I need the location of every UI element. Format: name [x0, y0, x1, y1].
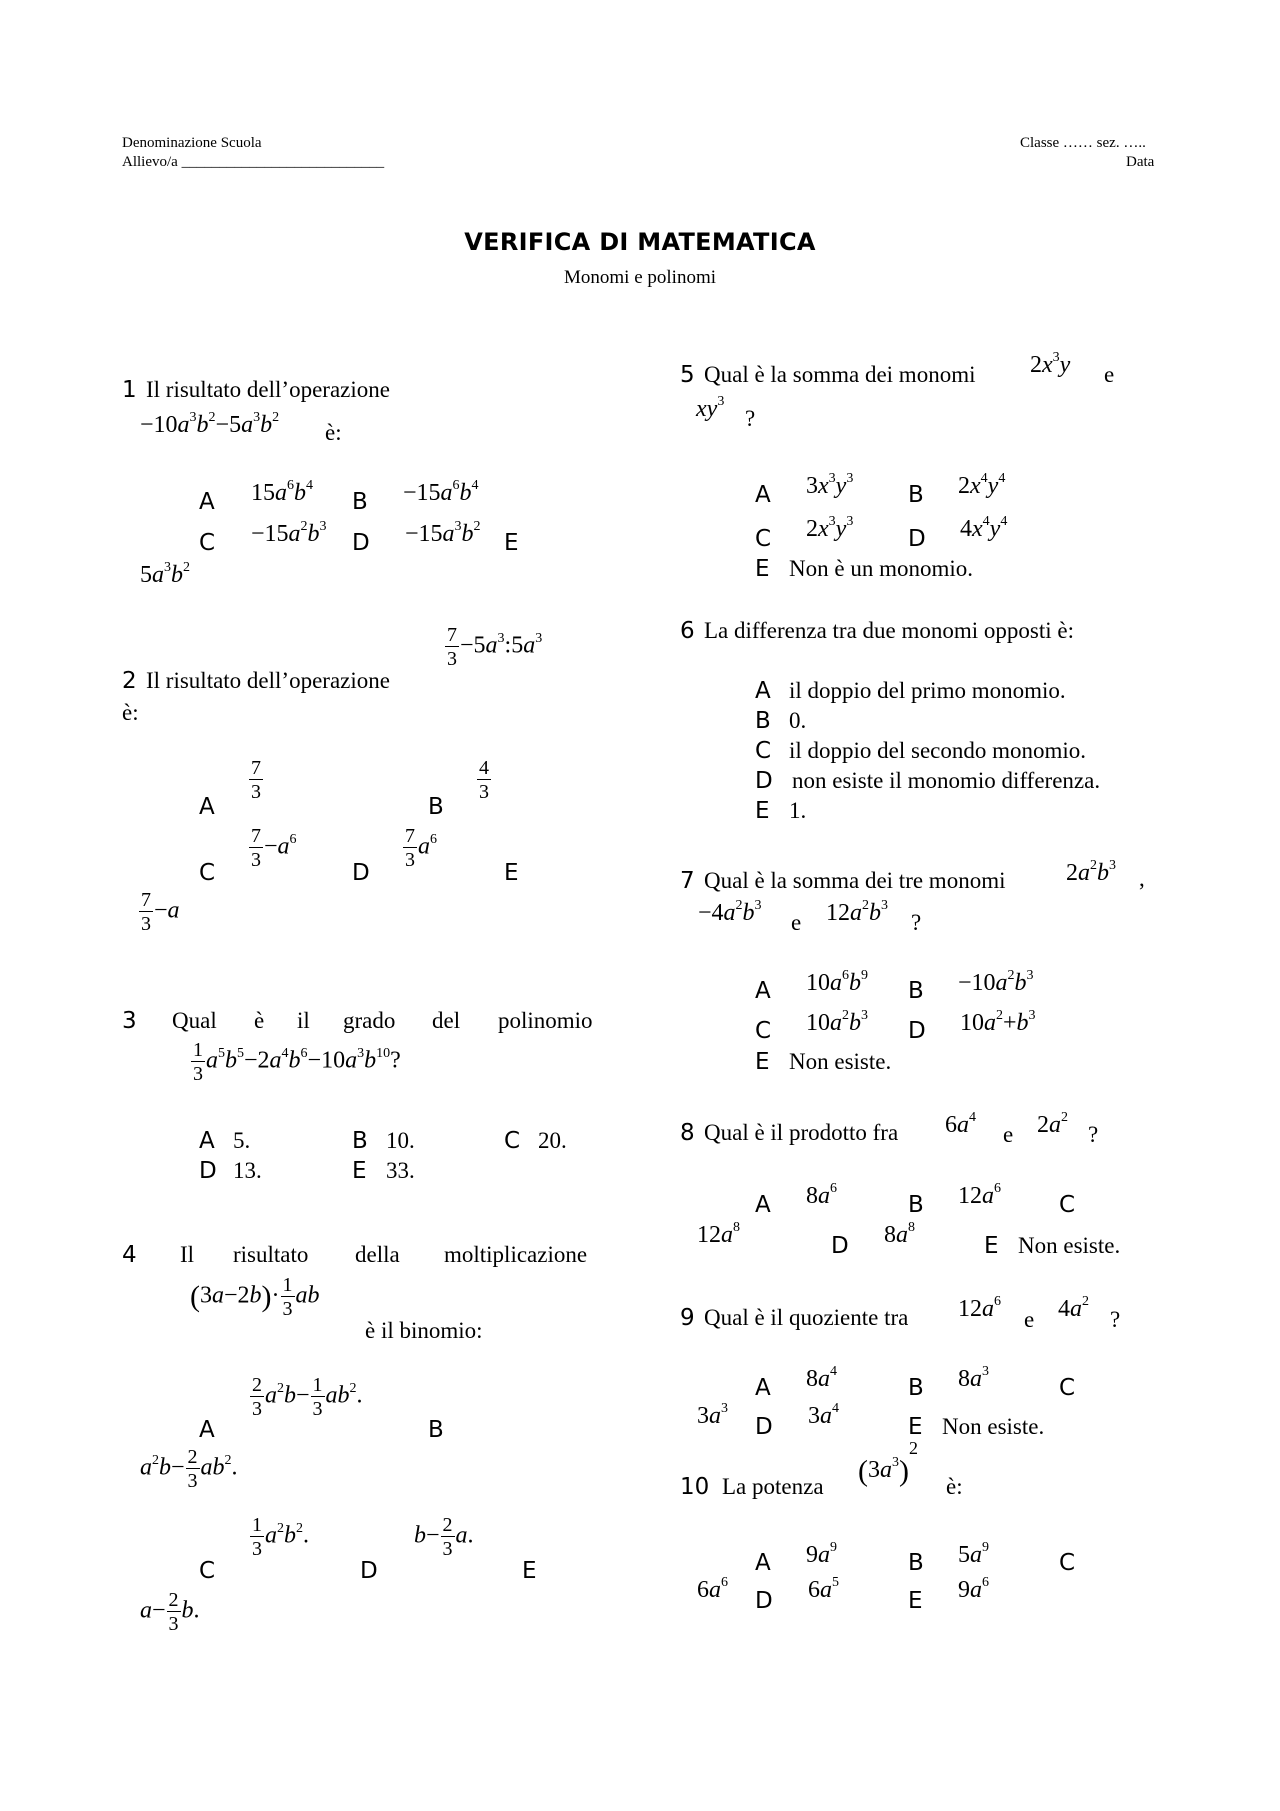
option-d-value: $10a^2+b^3$	[960, 1008, 1036, 1036]
question-text: Qual è il prodotto fra	[704, 1120, 899, 1145]
class-field: Classe …… sez. …..	[1020, 135, 1146, 151]
option-c-value: $10a^2b^3$	[806, 1008, 868, 1036]
monomial: $12a^6$	[958, 1294, 1001, 1322]
question-number: 9	[680, 1305, 695, 1331]
option-b-value: $2x^4y^4$	[958, 471, 1006, 499]
question-word: è	[254, 1008, 265, 1033]
question-suffix: è:	[122, 700, 139, 725]
option-d-value: non esiste il monomio differenza.	[792, 768, 1101, 793]
option-e-value: $9a^6$	[958, 1575, 989, 1603]
option-a-label[interactable]: A	[755, 678, 771, 704]
option-e-value: Non esiste.	[942, 1414, 1045, 1439]
question-word: grado	[343, 1008, 396, 1033]
option-b-label[interactable]: B	[428, 1417, 444, 1443]
monomial: $12a^2b^3$	[826, 898, 888, 926]
option-a-label[interactable]: A	[199, 1417, 215, 1443]
option-a-value: $9a^9$	[806, 1540, 837, 1568]
question-number: 1	[122, 377, 137, 403]
option-d-value: 13.	[233, 1158, 262, 1183]
option-b-value: 0.	[789, 708, 807, 733]
option-b-label[interactable]: B	[908, 1375, 924, 1401]
question-text: Qual è la somma dei monomi	[704, 362, 976, 387]
conjunction: e	[1003, 1122, 1014, 1147]
monomial: $2a^2b^3$	[1066, 858, 1116, 886]
option-a-value: il doppio del primo monomio.	[789, 678, 1066, 703]
option-a-value: 5.	[233, 1128, 251, 1153]
question-word: del	[432, 1008, 461, 1033]
question-number: 3	[122, 1008, 137, 1034]
option-c-label[interactable]: C	[199, 860, 216, 886]
question-word: Qual	[172, 1008, 217, 1033]
option-d-value: $8a^8$	[884, 1220, 915, 1248]
option-c-label[interactable]: C	[199, 1558, 216, 1584]
option-e-label[interactable]: E	[352, 1158, 367, 1184]
option-d-value: $6a^5$	[808, 1575, 839, 1603]
option-c-value: 20.	[538, 1128, 567, 1153]
option-d-value: $\frac{7}{3}$ $a^6$	[405, 825, 437, 871]
school-name: Denominazione Scuola	[122, 135, 262, 151]
option-e-value: 1.	[789, 798, 807, 823]
option-e-label[interactable]: E	[504, 530, 519, 556]
question-word: polinomio	[498, 1008, 593, 1033]
option-e-value: $5a^3b^2$	[140, 560, 190, 588]
page-subtitle: Monomi e polinomi	[564, 267, 716, 288]
option-a-label[interactable]: A	[199, 1128, 215, 1154]
option-d-value: $-15a^3b^2$	[405, 519, 481, 547]
option-e-label[interactable]: E	[755, 556, 770, 582]
question-number: 7	[680, 868, 695, 894]
question-word: risultato	[233, 1242, 309, 1267]
option-a-value: $10a^6b^9$	[806, 968, 868, 996]
power: $(3a^3)^2$	[858, 1438, 918, 1488]
option-c-value: $\frac{1}{3}$ $a^2b^2$.	[252, 1514, 309, 1560]
option-e-label[interactable]: E	[908, 1588, 923, 1614]
option-b-label[interactable]: B	[428, 794, 444, 820]
conjunction: e	[791, 910, 802, 935]
option-b-label[interactable]: B	[352, 489, 368, 515]
option-e-label[interactable]: E	[522, 1558, 537, 1584]
question-text: Il risultato dell’operazione	[146, 377, 390, 402]
question-word: della	[355, 1242, 400, 1267]
option-c-label[interactable]: C	[1059, 1375, 1076, 1401]
question-mark: ?	[911, 910, 922, 935]
option-e-label[interactable]: E	[755, 1049, 770, 1075]
option-a-label[interactable]: A	[755, 1375, 771, 1401]
question-suffix: è il binomio:	[365, 1318, 483, 1343]
option-b-label[interactable]: B	[908, 1192, 924, 1218]
formula: $-10a^3b^2-5a^3b^2$	[140, 410, 280, 438]
formula: $\frac{1}{3}$ $a^5b^5-2a^4b^6-10a^3b^{10}$?	[193, 1039, 401, 1085]
comma: ,	[1139, 866, 1145, 891]
question-text: La potenza	[722, 1474, 824, 1499]
option-e-label[interactable]: E	[908, 1414, 923, 1440]
option-a-label[interactable]: A	[755, 978, 771, 1004]
question-suffix: è:	[325, 420, 342, 445]
question-number: 8	[680, 1120, 695, 1146]
option-d-label[interactable]: D	[199, 1158, 217, 1184]
option-c-value: $12a^8$	[697, 1220, 740, 1248]
question-word: moltiplicazione	[444, 1242, 588, 1267]
option-b-label[interactable]: B	[352, 1128, 368, 1154]
option-c-label[interactable]: C	[755, 738, 772, 764]
option-a-label[interactable]: A	[755, 1192, 771, 1218]
option-e-value: $\frac{7}{3}$ −a	[141, 889, 180, 935]
monomial: $6a^4$	[945, 1110, 976, 1138]
option-b-value: $a^2b-$ $\frac{2}{3}$ $ab^2$.	[140, 1446, 238, 1492]
option-d-label[interactable]: D	[908, 1018, 926, 1044]
option-e-label[interactable]: E	[984, 1233, 999, 1259]
question-word: Il	[180, 1242, 195, 1267]
question-number: 5	[680, 362, 695, 388]
option-a-value: $15a^6b^4$	[251, 478, 313, 506]
question-text: La differenza tra due monomi opposti è:	[704, 618, 1075, 643]
option-c-value: $6a^6$	[697, 1575, 728, 1603]
question-text: Qual è il quoziente tra	[704, 1305, 909, 1330]
option-e-value: 33.	[386, 1158, 415, 1183]
option-a-value: $8a^4$	[806, 1364, 837, 1392]
option-c-label[interactable]: C	[755, 1018, 772, 1044]
question-number: 2	[122, 668, 137, 694]
formula: (3a−2b)· $\frac{1}{3}$ ab	[190, 1274, 320, 1320]
option-c-label[interactable]: C	[199, 530, 216, 556]
option-d-value: $4x^4y^4$	[960, 514, 1008, 542]
option-e-label[interactable]: E	[504, 860, 519, 886]
option-a-label[interactable]: A	[199, 794, 215, 820]
option-c-value: $\frac{7}{3}$ $-a^6$	[251, 825, 297, 871]
option-d-label[interactable]: D	[352, 530, 370, 556]
option-a-value: $8a^6$	[806, 1181, 837, 1209]
question-suffix: è:	[946, 1474, 963, 1499]
option-c-value: $-15a^2b^3$	[251, 519, 327, 547]
option-b-value: $-15a^6b^4$	[403, 478, 479, 506]
option-a-label[interactable]: A	[755, 482, 771, 508]
option-d-value: $3a^4$	[808, 1401, 839, 1429]
option-d-label[interactable]: D	[755, 1588, 773, 1614]
option-b-value: $8a^3$	[958, 1364, 989, 1392]
option-d-label[interactable]: D	[755, 768, 773, 794]
option-e-value: Non esiste.	[789, 1049, 892, 1074]
option-e-value: a− $\frac{2}{3}$ b.	[140, 1589, 200, 1635]
option-d-label[interactable]: D	[360, 1558, 378, 1584]
question-number: 6	[680, 618, 695, 644]
option-c-value: $2x^3y^3$	[806, 514, 854, 542]
question-number: 4	[122, 1242, 137, 1268]
student-field: Allievo/a ___________________________	[122, 154, 385, 170]
question-mark: ?	[745, 406, 756, 431]
monomial: $xy^3$	[696, 394, 725, 422]
option-b-label[interactable]: B	[755, 708, 771, 734]
option-d-label[interactable]: D	[831, 1233, 849, 1259]
option-c-value: il doppio del secondo monomio.	[789, 738, 1087, 763]
monomial: $-4a^2b^3$	[698, 898, 762, 926]
option-d-value: b− $\frac{2}{3}$ a.	[414, 1514, 474, 1560]
question-text: Qual è la somma dei tre monomi	[704, 868, 1006, 893]
option-e-value: Non esiste.	[1018, 1233, 1121, 1258]
option-c-label[interactable]: C	[1059, 1192, 1076, 1218]
monomial: $2x^3y$	[1030, 350, 1071, 378]
option-b-value: $12a^6$	[958, 1181, 1001, 1209]
option-d-label[interactable]: D	[908, 526, 926, 552]
option-a-label[interactable]: A	[755, 1550, 771, 1576]
date-field: Data	[1126, 154, 1155, 170]
option-a-value: $\frac{7}{3}$	[251, 757, 261, 803]
option-c-label[interactable]: C	[1059, 1550, 1076, 1576]
monomial: $4a^2$	[1058, 1294, 1089, 1322]
option-b-label[interactable]: B	[908, 482, 924, 508]
option-a-label[interactable]: A	[199, 489, 215, 515]
option-c-label[interactable]: C	[504, 1128, 521, 1154]
option-b-label[interactable]: B	[908, 1550, 924, 1576]
option-b-value: $5a^9$	[958, 1540, 989, 1568]
question-text: Il risultato dell’operazione	[146, 668, 390, 693]
option-b-value: 10.	[386, 1128, 415, 1153]
option-d-label[interactable]: D	[755, 1414, 773, 1440]
option-b-value: $-10a^2b^3$	[958, 968, 1034, 996]
option-a-value: $\frac{2}{3}$ $a^2b-$ $\frac{1}{3}$ $ab^2$.	[252, 1374, 363, 1420]
conjunction: e	[1024, 1307, 1035, 1332]
option-b-value: $\frac{4}{3}$	[479, 757, 489, 803]
option-d-label[interactable]: D	[352, 860, 370, 886]
option-a-value: $3x^3y^3$	[806, 471, 854, 499]
option-e-label[interactable]: E	[755, 798, 770, 824]
monomial: $2a^2$	[1037, 1110, 1068, 1138]
question-mark: ?	[1110, 1307, 1121, 1332]
formula: $\frac{7}{3}$ $-5a^3:5a^3$	[447, 624, 543, 670]
question-mark: ?	[1088, 1122, 1099, 1147]
question-number: 10	[680, 1474, 710, 1500]
option-e-value: Non è un monomio.	[789, 556, 973, 581]
question-word: il	[297, 1008, 310, 1033]
option-c-label[interactable]: C	[755, 526, 772, 552]
option-c-value: $3a^3$	[697, 1401, 728, 1429]
option-b-label[interactable]: B	[908, 978, 924, 1004]
conjunction: e	[1104, 362, 1115, 387]
page-title: VERIFICA DI MATEMATICA	[464, 228, 816, 256]
